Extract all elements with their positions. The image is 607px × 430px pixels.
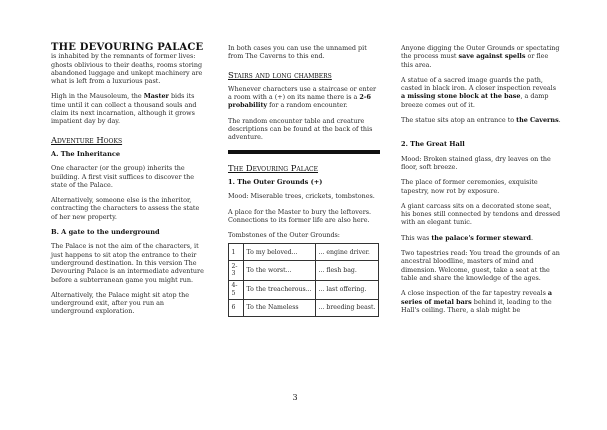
roll-cell: 2-3: [229, 261, 244, 281]
encounter-table-paragraph: The random encounter table and creature descriptions can be found at the back of this adventure.: [228, 116, 373, 142]
hook-b-heading: B. A gate to the underground: [51, 228, 160, 237]
hook-a-heading: A. The Inheritance: [51, 149, 121, 158]
roll-cell: 4-5: [229, 280, 244, 300]
tapestries-paragraph: Two tapestries read: You tread the grounds of an ancestral bloodline, masters of mind and dimension. Welcome, guest, take a seat at the table and share the knowledge of the ages.: [401, 249, 560, 282]
inscription-start-cell: To my beloved...: [244, 244, 316, 261]
tombstones-caption: Tombstones of the Outer Grounds:: [228, 231, 340, 240]
table-row: [229, 244, 379, 261]
roll-cell: 6: [229, 300, 244, 317]
hook-a-paragraph-1: One character (or the group) inherits the building. A first visit suffices to discover the state of the Palace.: [51, 164, 195, 189]
column-right: [401, 44, 561, 321]
pit-paragraph: In both cases you can use the unnamed pit from The Caverns to this end.: [228, 44, 367, 61]
section-divider: [228, 150, 380, 154]
inscription-start-cell: To the Nameless: [244, 300, 316, 317]
ceremonies-paragraph: The place of former ceremonies, exquisite tapestry, now rot by exposure.: [401, 178, 538, 195]
inscription-start-cell: To the worst...: [244, 261, 316, 281]
statue-paragraph: A statue of a sacred image guards the path, casted in black iron. A closer inspection reveals a missing stone block at the base, a damp breeze comes out of it.: [401, 75, 557, 109]
outer-grounds-mood: Mood: Miserable trees, crickets, tombstones.: [228, 192, 375, 201]
page-title: THE DEVOURING PALACE: [51, 42, 204, 53]
adventure-hooks-heading: Adventure Hooks: [51, 134, 123, 145]
great-hall-heading: 2. The Great Hall: [401, 140, 465, 149]
page-number: 3: [292, 393, 298, 402]
inscription-end-cell: ... last offering.: [316, 280, 379, 300]
table-row: [229, 261, 379, 281]
inscription-end-cell: ... engine driver.: [316, 244, 379, 261]
hook-b-paragraph-2: Alternatively, the Palace might sit atop the underground exit, after you run an underground exploration.: [51, 290, 190, 316]
stairs-heading: Stairs and long chambers: [228, 69, 332, 80]
table-row: [229, 280, 379, 300]
inscription-end-cell: ... flesh bag.: [316, 261, 379, 281]
steward-paragraph: This was the palace's former steward.: [401, 233, 534, 242]
master-paragraph: High in the Mausoleum, the Master bids its time until it can collect a thousand souls and claim its next incarnation, although it grows impatient day by day.: [51, 92, 197, 126]
roll-cell: 1: [229, 244, 244, 261]
outer-grounds-heading: 1. The Outer Grounds (+): [228, 177, 323, 186]
great-hall-mood: Mood: Broken stained glass, dry leaves on the floor, soft breeze.: [401, 154, 551, 171]
intro-paragraph: THE DEVOURING PALACE is inhabited by the remnants of former lives: ghosts oblivious to their deaths, rooms storing abandoned luggage and unkept machinery are what is left from a luxurious past.: [51, 42, 204, 86]
table-row: [229, 300, 379, 317]
inscription-start-cell: To the treacherous...: [244, 280, 316, 300]
digging-paragraph: Anyone digging the Outer Grounds or spectating the process must save against spells or flee this area.: [401, 44, 560, 69]
metal-bars-paragraph: A close inspection of the far tapestry reveals a series of metal bars behind it, leading to the Hall's ceiling. There, a slab might be: [401, 289, 553, 314]
caverns-paragraph: The statue sits atop an entrance to the Caverns.: [401, 116, 561, 125]
column-middle: [228, 44, 380, 317]
hook-a-paragraph-2: Alternatively, someone else is the inheritor, contracting the characters to assess the state of her new property.: [51, 196, 200, 221]
inscription-end-cell: ... breeding beast.: [316, 300, 379, 317]
column-left: [51, 44, 206, 323]
encounter-paragraph: Whenever characters use a staircase or enter a room with a (+) on its name there is a 2-6 probability for a random encounter.: [228, 84, 377, 110]
tombstones-table: [228, 243, 379, 316]
outer-grounds-paragraph: A place for the Master to bury the leftovers. Connections to its former life are also here.: [228, 207, 372, 224]
hook-b-paragraph-1: The Palace is not the aim of the characters, it just happens to sit atop the entrance to their underground destination. In this version The Devouring Palace is an intermediate adventure before a subterranean game you might run.: [51, 242, 204, 284]
palace-heading: The Devouring Palace: [228, 162, 319, 173]
carcass-paragraph: A giant carcass sits on a decorated stone seat, his bones still connected by tendons and dressed with an elegant tunic.: [401, 201, 561, 227]
